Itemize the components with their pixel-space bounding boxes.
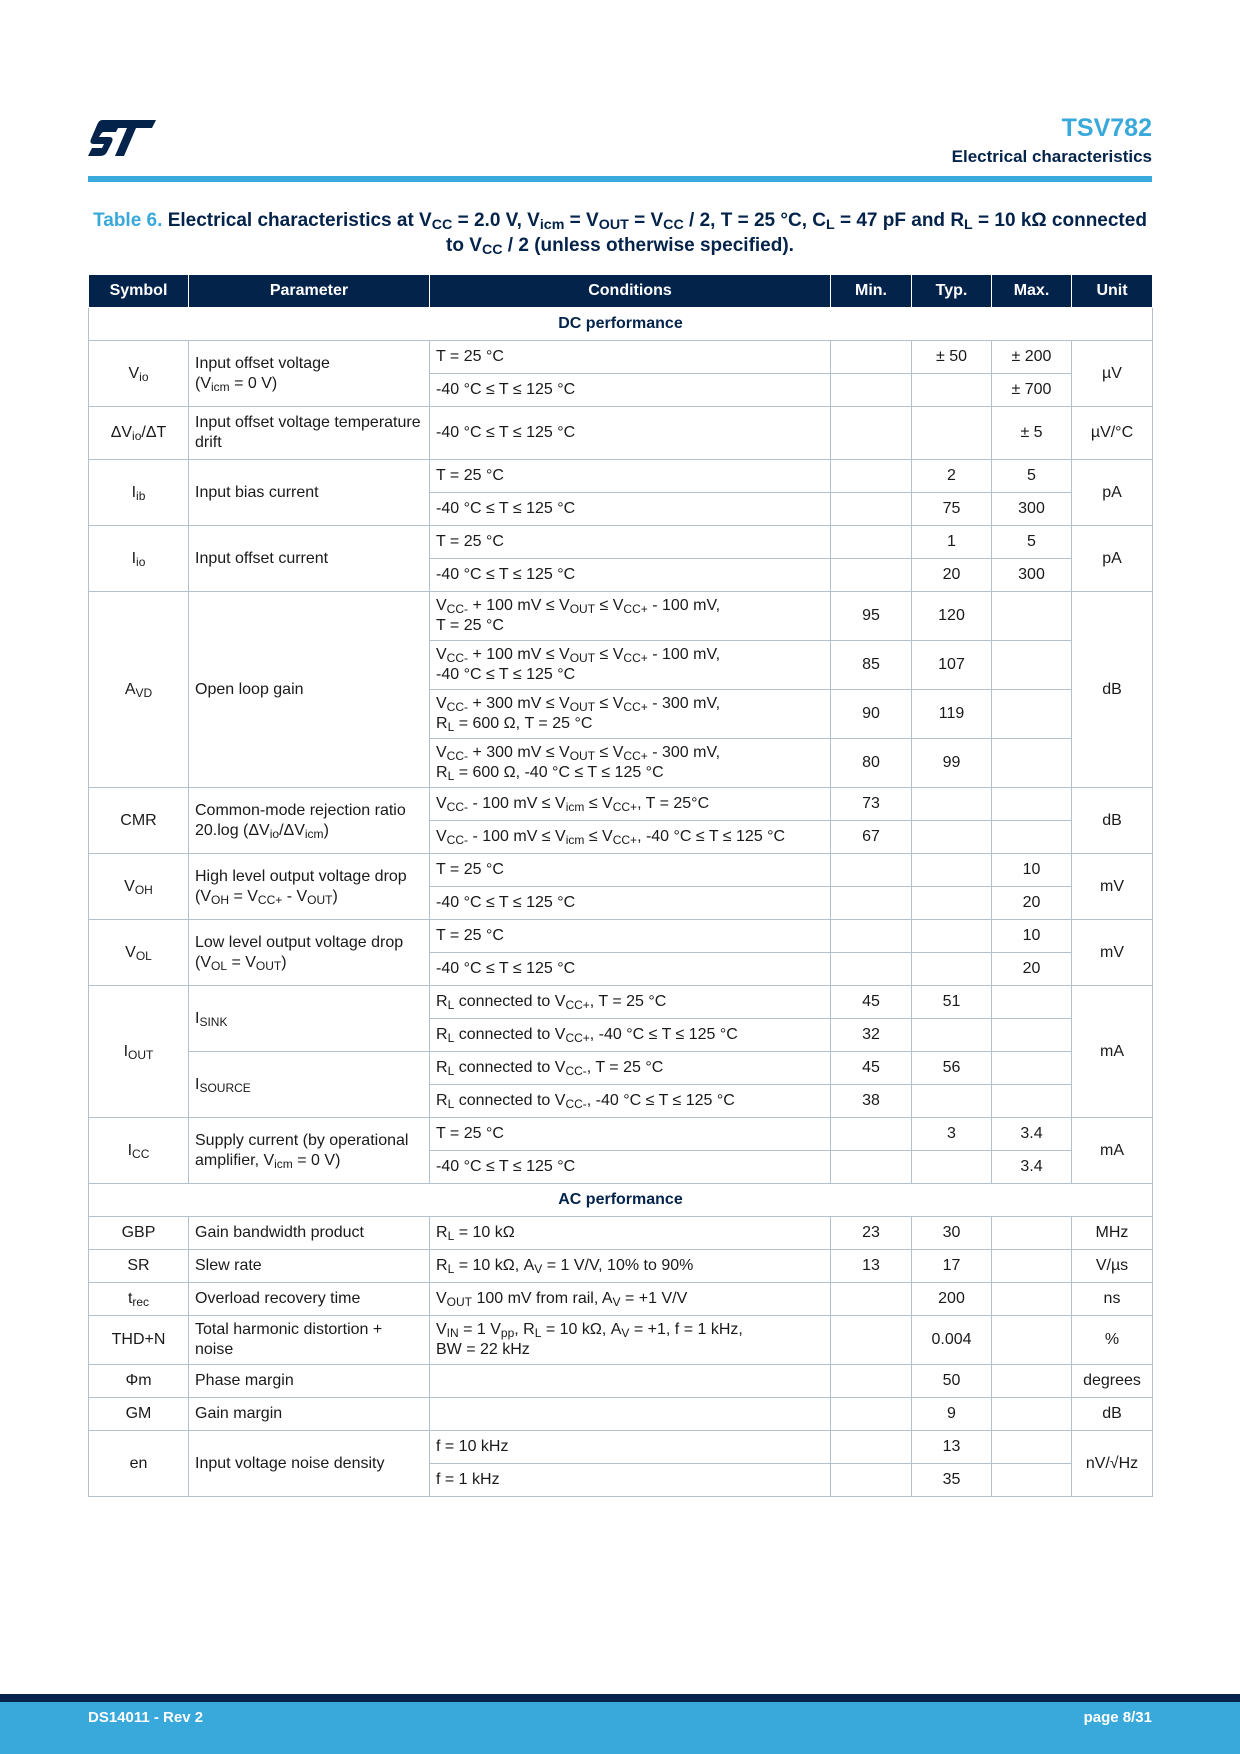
- typ-cell: 17: [912, 1250, 992, 1283]
- typ-cell: [912, 374, 992, 407]
- parameter-cell: Phase margin: [189, 1365, 430, 1398]
- table-row: [89, 854, 1153, 887]
- symbol-cell: $I_{OUT}$: [89, 986, 189, 1118]
- min-cell: [831, 374, 912, 407]
- symbol-cell: $V_{OL}$: [89, 920, 189, 986]
- max-cell: ± 200: [992, 341, 1072, 374]
- typ-cell: 1: [912, 526, 992, 559]
- parameter-cell: $I_{SINK}$: [189, 986, 430, 1052]
- typ-cell: [912, 953, 992, 986]
- max-cell: [992, 1085, 1072, 1118]
- typ-cell: 107: [912, 641, 992, 690]
- parameter-cell: Supply current (by operational amplifier, $V_{icm} = 0$ V): [189, 1118, 430, 1184]
- typ-cell: 2: [912, 460, 992, 493]
- min-cell: [831, 526, 912, 559]
- unit-cell: MHz: [1072, 1217, 1153, 1250]
- condition-cell: $V_{CC-} + 100$ mV ≤ $V_{OUT} \le V_{CC+} - 100$ mV, T = 25 °C: [430, 592, 831, 641]
- symbol-cell: THD+N: [89, 1316, 189, 1365]
- min-cell: [831, 1365, 912, 1398]
- parameter-cell: Common-mode rejection ratio 20.log $(\Delta V_{io}/\Delta V_{icm})$: [189, 788, 430, 854]
- max-cell: [992, 1398, 1072, 1431]
- min-cell: [831, 1464, 912, 1497]
- min-cell: [831, 1316, 912, 1365]
- condition-cell: T = 25 °C: [430, 1118, 831, 1151]
- table-row: [89, 460, 1153, 493]
- typ-cell: 119: [912, 690, 992, 739]
- electrical-characteristics-table: [88, 274, 1153, 1497]
- condition-cell: [430, 1365, 831, 1398]
- parameter-cell: High level output voltage drop $(V_{OH} = V_{CC+} - V_{OUT})$: [189, 854, 430, 920]
- unit-cell: %: [1072, 1316, 1153, 1365]
- st-logo: [88, 118, 158, 158]
- typ-cell: ± 50: [912, 341, 992, 374]
- typ-cell: 3: [912, 1118, 992, 1151]
- min-cell: 23: [831, 1217, 912, 1250]
- typ-cell: 20: [912, 559, 992, 592]
- min-cell: [831, 1398, 912, 1431]
- min-cell: [831, 1151, 912, 1184]
- table-row: [89, 1283, 1153, 1316]
- table-row: [89, 1118, 1153, 1151]
- max-cell: [992, 641, 1072, 690]
- col-conditions: Conditions: [430, 275, 831, 308]
- parameter-cell: Input offset voltage ($V_{icm} = 0$ V): [189, 341, 430, 407]
- typ-cell: [912, 1151, 992, 1184]
- table-row: [89, 592, 1153, 641]
- unit-cell: pA: [1072, 526, 1153, 592]
- table-row: [89, 1316, 1153, 1365]
- table-row: [89, 1365, 1153, 1398]
- table-row: [89, 526, 1153, 559]
- col-min: Min.: [831, 275, 912, 308]
- min-cell: 45: [831, 1052, 912, 1085]
- unit-cell: µV: [1072, 341, 1153, 407]
- min-cell: [831, 559, 912, 592]
- max-cell: ± 5: [992, 407, 1072, 460]
- max-cell: [992, 788, 1072, 821]
- max-cell: 5: [992, 460, 1072, 493]
- max-cell: [992, 739, 1072, 788]
- condition-cell: $R_L$ connected to $V_{CC+}$, -40 °C ≤ T ≤ 125 °C: [430, 1019, 831, 1052]
- condition-cell: $V_{CC-} - 100$ mV ≤ $V_{icm} \le V_{CC+}$, T = 25°C: [430, 788, 831, 821]
- typ-cell: [912, 854, 992, 887]
- unit-cell: µV/°C: [1072, 407, 1153, 460]
- condition-cell: $V_{CC-} - 100$ mV ≤ $V_{icm} \le V_{CC+}$, -40 °C ≤ T ≤ 125 °C: [430, 821, 831, 854]
- unit-cell: mV: [1072, 920, 1153, 986]
- min-cell: [831, 493, 912, 526]
- col-symbol: Symbol: [89, 275, 189, 308]
- unit-cell: V/µs: [1072, 1250, 1153, 1283]
- condition-cell: T = 25 °C: [430, 341, 831, 374]
- typ-cell: 75: [912, 493, 992, 526]
- table-row: [89, 407, 1153, 460]
- col-parameter: Parameter: [189, 275, 430, 308]
- table-row: [89, 1052, 1153, 1085]
- unit-cell: degrees: [1072, 1365, 1153, 1398]
- min-cell: 45: [831, 986, 912, 1019]
- condition-cell: -40 °C ≤ T ≤ 125 °C: [430, 1151, 831, 1184]
- section-title: Electrical characteristics: [951, 147, 1152, 166]
- max-cell: 300: [992, 493, 1072, 526]
- parameter-cell: Slew rate: [189, 1250, 430, 1283]
- typ-cell: 0.004: [912, 1316, 992, 1365]
- col-max: Max.: [992, 275, 1072, 308]
- min-cell: [831, 920, 912, 953]
- typ-cell: [912, 1085, 992, 1118]
- typ-cell: 35: [912, 1464, 992, 1497]
- condition-cell: T = 25 °C: [430, 460, 831, 493]
- min-cell: [831, 1118, 912, 1151]
- doc-title: TSV782: [1061, 114, 1152, 142]
- parameter-cell: Input offset voltage temperature drift: [189, 407, 430, 460]
- unit-cell: ns: [1072, 1283, 1153, 1316]
- typ-cell: [912, 887, 992, 920]
- typ-cell: 56: [912, 1052, 992, 1085]
- parameter-cell: Gain margin: [189, 1398, 430, 1431]
- max-cell: [992, 1019, 1072, 1052]
- parameter-cell: Input voltage noise density: [189, 1431, 430, 1497]
- max-cell: 20: [992, 887, 1072, 920]
- condition-cell: $R_L = 10$ kΩ: [430, 1217, 831, 1250]
- section-dc: DC performance: [89, 308, 1153, 341]
- condition-cell: f = 10 kHz: [430, 1431, 831, 1464]
- caption-text: Electrical characteristics at $V_{CC} = 2.0$ V, $V_{icm} = V_{OUT} = V_{CC} / 2$, T = 25 °C, $C_L = 47$ pF and $R_L = 10$ kΩ connected to $V_{CC} / 2$ (unless otherwise specified).: [167, 210, 1147, 258]
- table-number: Table 6.: [93, 210, 163, 231]
- max-cell: 20: [992, 953, 1072, 986]
- typ-cell: [912, 920, 992, 953]
- symbol-cell: GM: [89, 1398, 189, 1431]
- max-cell: 10: [992, 854, 1072, 887]
- condition-cell: T = 25 °C: [430, 854, 831, 887]
- typ-cell: [912, 407, 992, 460]
- max-cell: [992, 1283, 1072, 1316]
- min-cell: [831, 1431, 912, 1464]
- symbol-cell: $A_{VD}$: [89, 592, 189, 788]
- condition-cell: $V_{OUT}$ 100 mV from rail, $A_V = +1$ V/V: [430, 1283, 831, 1316]
- min-cell: 90: [831, 690, 912, 739]
- unit-cell: mV: [1072, 854, 1153, 920]
- typ-cell: [912, 1019, 992, 1052]
- footer-rule: [0, 1694, 1240, 1702]
- col-typ: Typ.: [912, 275, 992, 308]
- table-caption: [88, 208, 1152, 258]
- page-number: page 8/31: [1083, 1709, 1152, 1726]
- max-cell: [992, 1365, 1072, 1398]
- condition-cell: T = 25 °C: [430, 920, 831, 953]
- typ-cell: [912, 788, 992, 821]
- col-unit: Unit: [1072, 275, 1153, 308]
- max-cell: 300: [992, 559, 1072, 592]
- typ-cell: 99: [912, 739, 992, 788]
- min-cell: 85: [831, 641, 912, 690]
- section-ac: AC performance: [89, 1184, 1153, 1217]
- parameter-cell: Input bias current: [189, 460, 430, 526]
- max-cell: [992, 1316, 1072, 1365]
- min-cell: 38: [831, 1085, 912, 1118]
- condition-cell: $V_{CC-} + 300$ mV ≤ $V_{OUT} \le V_{CC+} - 300$ mV, $R_L = 600$ Ω, -40 °C ≤ T ≤ 125 °C: [430, 739, 831, 788]
- parameter-cell: Low level output voltage drop $(V_{OL} = V_{OUT})$: [189, 920, 430, 986]
- symbol-cell: $I_{CC}$: [89, 1118, 189, 1184]
- condition-cell: -40 °C ≤ T ≤ 125 °C: [430, 559, 831, 592]
- symbol-cell: $t_{rec}$: [89, 1283, 189, 1316]
- symbol-cell: $I_{ib}$: [89, 460, 189, 526]
- table-row: [89, 1431, 1153, 1464]
- condition-cell: -40 °C ≤ T ≤ 125 °C: [430, 887, 831, 920]
- condition-cell: $R_L = 10$ kΩ, $A_V = 1$ V/V, 10% to 90%: [430, 1250, 831, 1283]
- condition-cell: [430, 1398, 831, 1431]
- document-id: DS14011 - Rev 2: [88, 1709, 204, 1726]
- max-cell: [992, 1217, 1072, 1250]
- min-cell: 80: [831, 739, 912, 788]
- unit-cell: mA: [1072, 1118, 1153, 1184]
- condition-cell: $R_L$ connected to $V_{CC-}$, -40 °C ≤ T ≤ 125 °C: [430, 1085, 831, 1118]
- max-cell: [992, 690, 1072, 739]
- table-row: [89, 1217, 1153, 1250]
- max-cell: ± 700: [992, 374, 1072, 407]
- table-row: [89, 1398, 1153, 1431]
- condition-cell: $V_{IN} = 1$ $V_{pp}$, $R_L = 10$ kΩ, $A_V = +1$, f = 1 kHz, BW = 22 kHz: [430, 1316, 831, 1365]
- parameter-cell: Total harmonic distortion + noise: [189, 1316, 430, 1365]
- unit-cell: dB: [1072, 1398, 1153, 1431]
- min-cell: 95: [831, 592, 912, 641]
- unit-cell: dB: [1072, 788, 1153, 854]
- parameter-cell: Overload recovery time: [189, 1283, 430, 1316]
- typ-cell: [912, 821, 992, 854]
- max-cell: [992, 986, 1072, 1019]
- table-row: [89, 341, 1153, 374]
- typ-cell: 13: [912, 1431, 992, 1464]
- typ-cell: 200: [912, 1283, 992, 1316]
- condition-cell: -40 °C ≤ T ≤ 125 °C: [430, 374, 831, 407]
- unit-cell: pA: [1072, 460, 1153, 526]
- condition-cell: $V_{CC-} + 100$ mV ≤ $V_{OUT} \le V_{CC+} - 100$ mV, -40 °C ≤ T ≤ 125 °C: [430, 641, 831, 690]
- symbol-cell: $V_{io}$: [89, 341, 189, 407]
- min-cell: [831, 341, 912, 374]
- condition-cell: f = 1 kHz: [430, 1464, 831, 1497]
- table-row: [89, 1250, 1153, 1283]
- condition-cell: T = 25 °C: [430, 526, 831, 559]
- max-cell: [992, 1052, 1072, 1085]
- table-row: [89, 920, 1153, 953]
- min-cell: [831, 407, 912, 460]
- symbol-cell: GBP: [89, 1217, 189, 1250]
- table-row: [89, 986, 1153, 1019]
- condition-cell: $R_L$ connected to $V_{CC-}$, T = 25 °C: [430, 1052, 831, 1085]
- max-cell: [992, 1250, 1072, 1283]
- condition-cell: -40 °C ≤ T ≤ 125 °C: [430, 493, 831, 526]
- parameter-cell: Open loop gain: [189, 592, 430, 788]
- symbol-cell: SR: [89, 1250, 189, 1283]
- header-rule: [88, 176, 1152, 182]
- max-cell: [992, 1464, 1072, 1497]
- unit-cell: mA: [1072, 986, 1153, 1118]
- unit-cell: dB: [1072, 592, 1153, 788]
- header-row: [89, 275, 1153, 308]
- parameter-cell: $I_{SOURCE}$: [189, 1052, 430, 1118]
- typ-cell: 50: [912, 1365, 992, 1398]
- symbol-cell: Φm: [89, 1365, 189, 1398]
- max-cell: 10: [992, 920, 1072, 953]
- typ-cell: 30: [912, 1217, 992, 1250]
- typ-cell: 51: [912, 986, 992, 1019]
- min-cell: 67: [831, 821, 912, 854]
- max-cell: [992, 821, 1072, 854]
- max-cell: [992, 1431, 1072, 1464]
- min-cell: [831, 953, 912, 986]
- symbol-cell: $V_{OH}$: [89, 854, 189, 920]
- min-cell: [831, 854, 912, 887]
- symbol-cell: CMR: [89, 788, 189, 854]
- min-cell: [831, 887, 912, 920]
- max-cell: 3.4: [992, 1151, 1072, 1184]
- max-cell: 5: [992, 526, 1072, 559]
- condition-cell: $R_L$ connected to $V_{CC+}$, T = 25 °C: [430, 986, 831, 1019]
- unit-cell: nV/√Hz: [1072, 1431, 1153, 1497]
- min-cell: [831, 460, 912, 493]
- min-cell: 73: [831, 788, 912, 821]
- typ-cell: 120: [912, 592, 992, 641]
- min-cell: 32: [831, 1019, 912, 1052]
- typ-cell: 9: [912, 1398, 992, 1431]
- max-cell: 3.4: [992, 1118, 1072, 1151]
- symbol-cell: $I_{io}$: [89, 526, 189, 592]
- max-cell: [992, 592, 1072, 641]
- symbol-cell: $\Delta V_{io}/\Delta T$: [89, 407, 189, 460]
- symbol-cell: en: [89, 1431, 189, 1497]
- parameter-cell: Gain bandwidth product: [189, 1217, 430, 1250]
- condition-cell: -40 °C ≤ T ≤ 125 °C: [430, 407, 831, 460]
- min-cell: 13: [831, 1250, 912, 1283]
- parameter-cell: Input offset current: [189, 526, 430, 592]
- condition-cell: -40 °C ≤ T ≤ 125 °C: [430, 953, 831, 986]
- condition-cell: $V_{CC-} + 300$ mV ≤ $V_{OUT} \le V_{CC+} - 300$ mV, $R_L = 600$ Ω, T = 25 °C: [430, 690, 831, 739]
- table-row: [89, 788, 1153, 821]
- min-cell: [831, 1283, 912, 1316]
